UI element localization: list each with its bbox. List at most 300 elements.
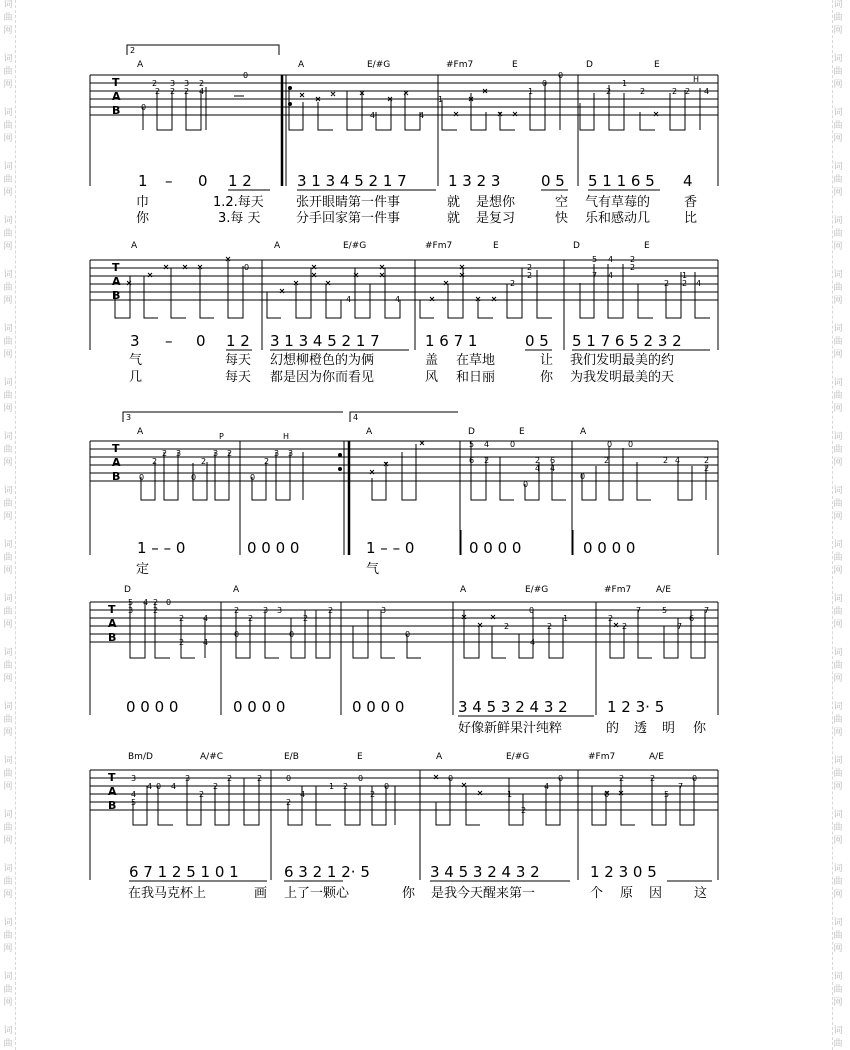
svg-text:2: 2 [622,622,628,631]
watermark-char: 词 [3,540,13,550]
svg-text:4: 4 [484,440,490,449]
svg-text:0: 0 [604,790,610,799]
svg-text:4: 4 [143,598,149,607]
lyric: 原 [620,886,634,901]
lyric: 分手回家第一件事 [296,211,401,226]
watermark-char: 曲 [3,661,13,671]
watermark-char: 词 [833,594,843,604]
lyric: 就 [447,211,461,226]
svg-text:0: 0 [191,473,197,482]
chord: E/#G [525,585,549,595]
svg-text:7: 7 [636,606,642,615]
svg-text:0: 0 [607,440,613,449]
watermark-char: 词 [3,486,13,496]
jianpu-measure: 4 [683,172,693,190]
jianpu-measure: 0 0 0 0 [352,698,405,716]
chord: #Fm7 [604,585,632,595]
lyric: 都是因为你而看见 [270,370,375,385]
lyric: 透 [634,721,648,736]
watermark-char: 词 [3,432,13,442]
lyric: 幻想柳橙色的为俩 [270,353,375,368]
watermark-char: 词 [3,756,13,766]
svg-text:6: 6 [550,456,556,465]
watermark-char: 词 [833,864,843,874]
watermark-char: 曲 [3,445,13,455]
svg-text:2: 2 [303,614,309,623]
svg-text:3: 3 [263,606,269,615]
svg-text:7: 7 [704,606,710,615]
svg-text:4: 4 [530,638,536,647]
watermark-char: 曲 [3,283,13,293]
watermark-char: 曲 [3,823,13,833]
watermark-char: 曲 [833,67,843,77]
svg-text:4: 4 [704,87,710,96]
watermark-char: 词 [833,918,843,928]
svg-text:1: 1 [682,271,688,280]
lyric: 让 [540,353,554,368]
watermark-char: 词 [3,216,13,226]
svg-text:7: 7 [678,782,684,791]
svg-text:2: 2 [184,87,190,96]
svg-text:2: 2 [328,606,334,615]
jianpu-measure: 5 1 7 6 5 2 3 2 [572,332,682,350]
watermark-char: 网 [833,26,843,36]
svg-text:2: 2 [264,457,270,466]
lyric: 是复习 [476,211,516,226]
svg-text:2: 2 [685,87,691,96]
watermark-char: 网 [3,134,13,144]
watermark-char: 曲 [3,769,13,779]
watermark-char: 曲 [833,607,843,617]
lyric: 个 [590,886,604,901]
svg-text:0: 0 [166,598,172,607]
svg-text:B: B [112,104,121,117]
watermark-char: 曲 [3,715,13,725]
svg-text:B: B [108,799,117,812]
jianpu-measure: 0 0 0 0 [126,698,179,716]
watermark-char: 网 [3,728,13,738]
watermark-char: 词 [833,810,843,820]
svg-text:0: 0 [250,473,256,482]
chord: E [644,241,650,251]
watermark-char: 网 [3,836,13,846]
watermark-char: 网 [833,890,843,900]
svg-text:0: 0 [558,71,564,80]
chord: E [493,241,499,251]
chord: A [580,427,587,437]
jianpu-measure: 1 [138,172,148,190]
watermark-char: 曲 [833,769,843,779]
svg-text:0: 0 [448,774,454,783]
watermark-char: 网 [833,296,843,306]
svg-text:T: T [112,442,120,455]
lyric: 你 [402,886,416,901]
svg-text:B: B [108,631,117,644]
watermark-char: 词 [833,972,843,982]
watermark-char: 曲 [833,931,843,941]
lyric: 明 [662,721,676,736]
watermark-char: 网 [3,566,13,576]
svg-text:2: 2 [547,622,553,631]
watermark-char: 网 [3,512,13,522]
lyric: 空 [555,195,569,210]
svg-text:2: 2 [370,790,376,799]
lyric: 是我今天醒来第一 [431,886,536,901]
svg-text:2: 2 [153,598,159,607]
watermark-char: 网 [833,620,843,630]
watermark-char: 曲 [3,553,13,563]
lyric: 气 [366,562,380,577]
watermark-char: 词 [833,378,843,388]
watermark-char: 曲 [833,391,843,401]
svg-text:T: T [112,76,120,89]
watermark-char: 曲 [833,283,843,293]
chord: D [586,60,593,70]
svg-text:4: 4 [550,464,556,473]
svg-text:5: 5 [592,255,598,264]
svg-text:0: 0 [289,630,295,639]
watermark-char: 曲 [833,229,843,239]
svg-text:2: 2 [704,456,710,465]
jianpu-measure: 1 6 7 1 [425,332,478,350]
svg-text:A: A [112,456,121,469]
lyric: 是想你 [476,195,516,210]
jianpu-measure: 0 0 0 0 [233,698,286,716]
lyric: 就 [447,195,461,210]
watermark-char: 网 [3,404,13,414]
svg-text:A: A [112,90,121,103]
jianpu-measure: 3 1 3 4 5 2 1 7 [270,332,380,350]
svg-text:0: 0 [243,71,249,80]
svg-text:2: 2 [619,774,625,783]
svg-text:6: 6 [469,456,475,465]
svg-text:4: 4 [353,413,359,422]
watermark-char: 曲 [3,337,13,347]
watermark-char: 曲 [833,823,843,833]
lyric: 每天 [225,370,252,385]
jianpu-measure: 3 4 5 3 2 4 3 2 [430,863,540,881]
watermark-char: 网 [3,26,13,36]
jianpu-measure: 3 1 3 4 5 2 1 7 [297,172,407,190]
watermark-char: 词 [833,54,843,64]
lyric: 和日丽 [456,370,496,385]
svg-text:1: 1 [507,790,513,799]
watermark-char: 词 [3,270,13,280]
chord: E/#G [506,752,530,762]
watermark-char: 网 [3,80,13,90]
lyric: 这 [694,886,708,901]
watermark-char: 曲 [833,13,843,23]
svg-text:5: 5 [664,790,670,799]
watermark-char: 词 [833,1026,843,1036]
svg-text:A: A [112,275,121,288]
lyric: 你 [540,370,554,385]
svg-text:2: 2 [152,457,158,466]
watermark-char: 曲 [3,175,13,185]
tab-numbers [244,255,701,304]
chord: A [298,60,305,70]
svg-text:H: H [693,75,700,84]
lyric: 乐和感动几 [585,211,651,226]
svg-text:2: 2 [234,606,240,615]
watermark-char: 曲 [3,985,13,995]
svg-text:0: 0 [139,473,145,482]
svg-text:2: 2 [201,457,207,466]
svg-text:2: 2 [640,87,646,96]
svg-text:2: 2 [682,279,688,288]
jianpu-measure: 5 1 1 6 5 [588,172,655,190]
watermark-char: 网 [833,998,843,1008]
svg-text:1: 1 [622,79,628,88]
watermark-char: 词 [3,594,13,604]
lyric: 我们发明最美的约 [570,353,675,368]
jianpu-measure: 0 0 0 0 [247,539,300,557]
watermark-char: 网 [833,404,843,414]
jianpu-measure: 1 2 [226,332,250,350]
svg-text:2: 2 [227,774,233,783]
svg-text:4: 4 [147,782,153,791]
lyric: 上了一颗心 [284,886,350,901]
watermark-char: 词 [3,810,13,820]
svg-text:4: 4 [203,638,209,647]
svg-text:2: 2 [664,279,670,288]
watermark-char: 曲 [3,13,13,23]
svg-text:2: 2 [227,449,233,458]
svg-text:4: 4 [544,782,550,791]
jianpu-measure: 0 [198,172,208,190]
jianpu-measure: 1 2 [228,172,252,190]
svg-text:0: 0 [156,782,162,791]
watermark-char: 网 [3,242,13,252]
watermark-char: 网 [3,998,13,1008]
svg-text:3: 3 [126,413,132,422]
chord: E [357,752,363,762]
svg-text:0: 0 [510,440,516,449]
svg-text:3: 3 [184,79,190,88]
watermark-char: 网 [833,782,843,792]
watermark-char: 词 [833,432,843,442]
watermark-char: 网 [3,296,13,306]
svg-text:6: 6 [689,614,695,623]
svg-text:4: 4 [203,614,209,623]
jianpu-measure: 1 – – 0 [137,539,186,557]
chord: A/E [649,752,664,762]
watermark-char: 曲 [833,661,843,671]
svg-text:P: P [219,432,224,441]
watermark-char: 曲 [3,391,13,401]
watermark-char: 词 [833,270,843,280]
svg-text:4: 4 [131,790,137,799]
watermark-char: 网 [833,134,843,144]
svg-text:0: 0 [529,606,535,615]
svg-text:2: 2 [162,449,168,458]
svg-text:0: 0 [580,472,586,481]
watermark-char: 网 [3,458,13,468]
chord: A/E [656,585,671,595]
watermark-char: 词 [3,162,13,172]
watermark-char: 词 [3,918,13,928]
watermark-char: 曲 [3,931,13,941]
watermark-char: 网 [833,728,843,738]
svg-text:7: 7 [677,622,683,631]
watermark-char: 网 [833,512,843,522]
svg-text:3: 3 [131,774,137,783]
svg-text:0: 0 [523,480,529,489]
svg-text:2: 2 [535,456,541,465]
watermark-char: 词 [833,756,843,766]
svg-text:5: 5 [128,598,134,607]
jianpu-measure: 0 0 0 0 [469,539,522,557]
svg-text:3: 3 [288,449,294,458]
chord: E/B [284,752,299,762]
svg-text:0: 0 [234,630,240,639]
watermark-char: 网 [833,242,843,252]
lyric: 定 [136,562,150,577]
svg-text:4: 4 [370,111,376,120]
chord: A [460,585,467,595]
chord: A [131,241,138,251]
lyric: 巾 [136,195,150,210]
svg-text:4: 4 [608,255,614,264]
jianpu-measure: 3 4 5 3 2 4 3 2 [458,698,568,716]
svg-text:B: B [112,470,121,483]
svg-text:0: 0 [244,263,250,272]
svg-text:4: 4 [535,464,541,473]
watermark-char: 词 [833,702,843,712]
svg-text:1: 1 [528,87,534,96]
watermark-char: 曲 [3,1039,13,1049]
svg-text:2: 2 [199,790,205,799]
svg-text:2: 2 [153,606,159,615]
lyric: 比 [684,211,698,226]
lyric: 你 [693,721,707,736]
watermark-char: 网 [833,836,843,846]
chord: A [366,427,373,437]
lyric: 气 [129,353,143,368]
watermark-char: 词 [3,702,13,712]
watermark-char: 曲 [833,985,843,995]
svg-text:A: A [108,617,117,630]
svg-text:2: 2 [704,464,710,473]
watermark-char: 词 [833,648,843,658]
chord: A [436,752,443,762]
watermark-char: 曲 [3,229,13,239]
watermark-char: 网 [833,944,843,954]
svg-text:4: 4 [300,790,306,799]
chord: E/#G [343,241,367,251]
watermark-char: 词 [833,216,843,226]
chord: E [654,60,660,70]
svg-text:3: 3 [277,606,283,615]
lyric: 张开眼睛第一件事 [296,195,401,210]
watermark-char: 词 [833,162,843,172]
svg-text:1: 1 [563,614,569,623]
chord: D [573,241,580,251]
jianpu-measure: 0 0 0 0 [583,539,636,557]
svg-text:4: 4 [199,87,205,96]
jianpu-measure: – [165,332,173,350]
chord: A [137,60,144,70]
svg-text:3: 3 [213,449,219,458]
lyric: 快 [555,211,569,226]
lyric: 好像新鲜果汁纯粹 [458,721,563,736]
svg-text:2: 2 [179,638,185,647]
watermark-char: 网 [833,458,843,468]
lyric: 在我马克杯上 [128,886,207,901]
svg-text:2: 2 [213,782,219,791]
svg-text:4: 4 [608,271,614,280]
lyric: 在草地 [456,353,496,368]
watermark-char: 网 [833,674,843,684]
lyric: 1.2.每天 [213,195,264,210]
svg-text:3: 3 [170,79,176,88]
jianpu-measure: 0 5 [525,332,549,350]
watermark-char: 词 [833,0,843,10]
jianpu-measure: 1 3 2 3 [448,172,501,190]
jianpu-measure: 1 – – 0 [366,539,415,557]
watermark-char: 曲 [833,337,843,347]
watermark-char: 曲 [833,553,843,563]
watermark-char: 曲 [833,445,843,455]
watermark-char: 网 [3,674,13,684]
watermark-char: 网 [3,350,13,360]
watermark-char: 词 [3,0,13,10]
watermark-char: 网 [833,566,843,576]
tab-numbers [128,598,709,647]
jianpu-measure: 6 7 1 2 5 1 0 1 [129,863,239,881]
watermark-char: 词 [3,648,13,658]
svg-text:3: 3 [274,449,280,458]
chord: A [233,585,240,595]
svg-text:H: H [283,432,290,441]
lyric: 每天 [225,353,252,368]
watermark-char: 曲 [833,499,843,509]
svg-text:A: A [108,785,117,798]
watermark-char: 曲 [833,121,843,131]
watermark-char: 曲 [833,877,843,887]
lyric: 几 [129,370,143,385]
svg-text:2: 2 [604,456,610,465]
watermark-char: 词 [833,108,843,118]
system-1 [90,45,718,186]
chord: D [124,585,131,595]
svg-text:0: 0 [384,782,390,791]
svg-text:T: T [108,603,116,616]
system-3 [90,412,718,555]
svg-text:T: T [112,261,120,274]
lyric: 气有草莓的 [585,195,651,210]
chord: #Fm7 [425,241,453,251]
svg-text:0: 0 [141,103,147,112]
watermark-char: 词 [833,486,843,496]
watermark-char: 词 [833,540,843,550]
watermark-char: 曲 [3,67,13,77]
lyric: 的 [606,721,620,736]
lyric: 风 [425,370,439,385]
jianpu-measure: 1 2 3· 5 [607,698,665,716]
chord: A [137,427,144,437]
jianpu-measure: 0 5 [541,172,565,190]
lyric: 因 [649,886,663,901]
svg-text:4: 4 [696,279,702,288]
svg-text:2: 2 [630,263,636,272]
watermark-char: 曲 [3,607,13,617]
svg-text:T: T [108,771,116,784]
watermark-char: 词 [3,1026,13,1036]
svg-text:2: 2 [527,263,533,272]
svg-text:4: 4 [419,111,425,120]
watermark-char: 词 [3,54,13,64]
